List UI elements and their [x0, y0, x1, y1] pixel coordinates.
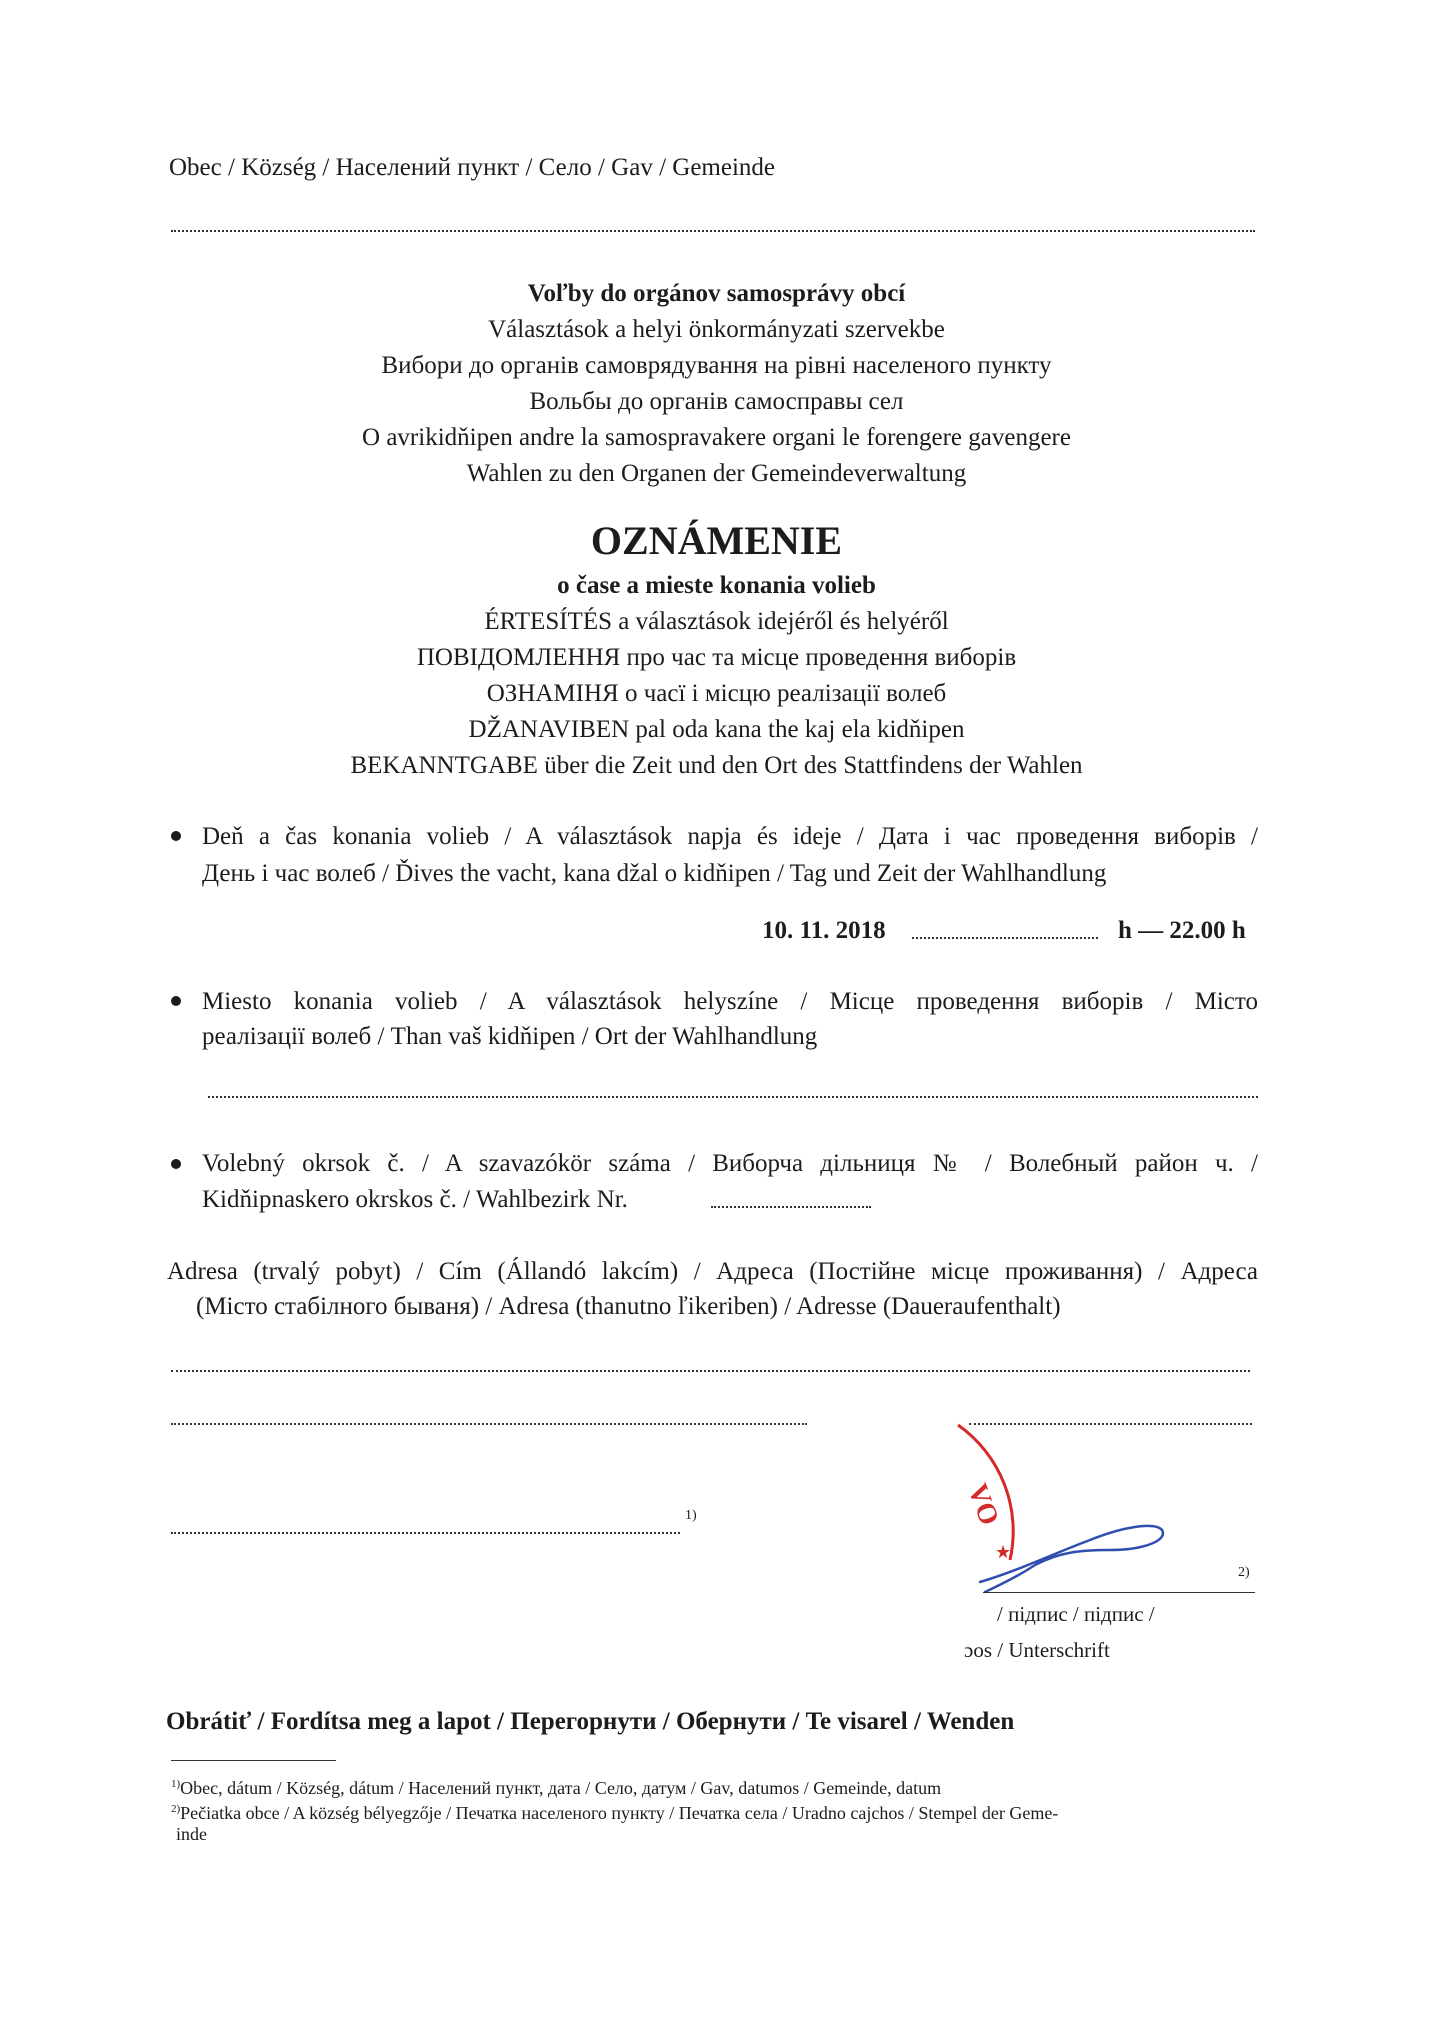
notice-line-rue: ОЗНАМІНЯ о часї і місцю реалізації волеб: [486, 680, 947, 707]
footnote-mark-1: 1): [685, 1508, 697, 1523]
signature-line: [983, 1592, 1255, 1593]
place-label-line1: Miesto konania volieb / A választások helyszíne / Місце проведення виборів / Місто: [202, 988, 1258, 1015]
signature-label-line1: / підпис / підпис /: [997, 1602, 1155, 1626]
footnote-2: [171, 1797, 1058, 1825]
election-line-rue: Вольбы до органів самосправы сел: [529, 388, 904, 415]
footnote-2-continuation: inde: [176, 1824, 207, 1844]
footnote-1-text: Obec, dátum / Község, dátum / Населений пункт, дата / Село, датум / Gav, datumos / Gemeinde, datum: [180, 1778, 942, 1798]
notice-title: OZNÁMENIE: [590, 518, 843, 563]
footnote-2-mark: 2): [171, 1803, 181, 1815]
footnote-mark-2: 2): [1238, 1565, 1250, 1580]
stamp-and-signature: [940, 1420, 1180, 1610]
notice-line-de: BEKANNTGABE über die Zeit und den Ort des Stattfindens der Wahlen: [350, 752, 1083, 779]
bullet-place: [171, 996, 181, 1006]
election-line-rom: O avrikidňipen andre la samospravakere organi le forengere gavengere: [362, 424, 1071, 451]
footnote-2-text: Pečiatka obce / A község bélyegzője / Печатка населеного пункту / Печатка села / Uradno cajchos / Stempel der Geme-: [180, 1803, 1059, 1823]
election-line-hu: Választások a helyi önkormányzati szervekbe: [488, 316, 945, 343]
end-time: h — 22.00 h: [1118, 917, 1246, 944]
election-date: 10. 11. 2018: [762, 917, 886, 944]
municipality-fill-line[interactable]: [171, 230, 1255, 232]
turn-over-label: Obrátiť / Fordítsa meg a lapot / Перегорнути / Обернути / Te visarel / Wenden: [166, 1708, 1015, 1735]
date-label-line2: День і час волеб / Ďives the vacht, kana džal o kidňipen / Tag und Zeit der Wahlhandlung: [202, 860, 1107, 887]
svg-text:★: ★: [995, 1542, 1012, 1563]
footnote-1: [171, 1772, 941, 1800]
address-label-line1: Adresa (trvalý pobyt) / Cím (Állandó lakcím) / Адреса (Постійне місце проживання) / Адреса: [167, 1258, 1258, 1285]
stamp-graphic: [958, 1425, 1013, 1563]
municipality-label: Obec / Község / Населений пункт / Село / Gav / Gemeinde: [169, 154, 775, 181]
address-label-line2: (Місто стабілного бываня) / Adresa (thanutno ľikeriben) / Adresse (Daueraufenthalt): [196, 1293, 1061, 1320]
signature-label-line2: ɔos / Unterschrift: [964, 1638, 1110, 1662]
notice-line-rom: DŽANAVIBEN pal oda kana the kaj ela kidňipen: [468, 716, 965, 743]
start-time-fill-line[interactable]: [912, 937, 1098, 939]
footnote-1-mark: 1): [171, 1778, 181, 1790]
election-line-de: Wahlen zu den Organen der Gemeindeverwaltung: [466, 460, 967, 487]
bullet-district: [171, 1159, 181, 1169]
election-line-uk: Вибори до органів самоврядування на рівні населеного пункту: [381, 352, 1052, 379]
svg-text:VO: VO: [961, 1479, 1005, 1530]
notice-line-hu: ÉRTESÍTÉS a választások idejéről és helyéről: [484, 608, 949, 635]
district-label-line2: Kidňipnaskero okrskos č. / Wahlbezirk Nr.: [202, 1186, 628, 1213]
place-label-line2: реалізації волеб / Than vaš kidňipen / Ort der Wahlhandlung: [202, 1023, 818, 1050]
notice-line-uk: ПОВІДОМЛЕННЯ про час та місце проведення виборів: [416, 644, 1017, 671]
footnote-divider: [171, 1760, 336, 1761]
election-title: Voľby do orgánov samosprávy obcí: [527, 280, 906, 307]
address-fill-line-2[interactable]: [171, 1423, 807, 1425]
date-label-line1: Deň a čas konania volieb / A választások napja és ideje / Дата і час проведення виборів /: [202, 823, 1258, 850]
place-fill-line[interactable]: [208, 1096, 1258, 1098]
district-label-line1: Volebný okrsok č. / A szavazókör száma / Виборча дільниця № / Волебный район ч. /: [202, 1150, 1258, 1177]
district-number-fill-line[interactable]: [711, 1206, 871, 1208]
address-fill-line-1[interactable]: [171, 1370, 1250, 1372]
place-date-fill-line[interactable]: [171, 1532, 680, 1534]
bullet-date: [171, 831, 181, 841]
notice-subtitle: o čase a mieste konania volieb: [557, 572, 876, 599]
